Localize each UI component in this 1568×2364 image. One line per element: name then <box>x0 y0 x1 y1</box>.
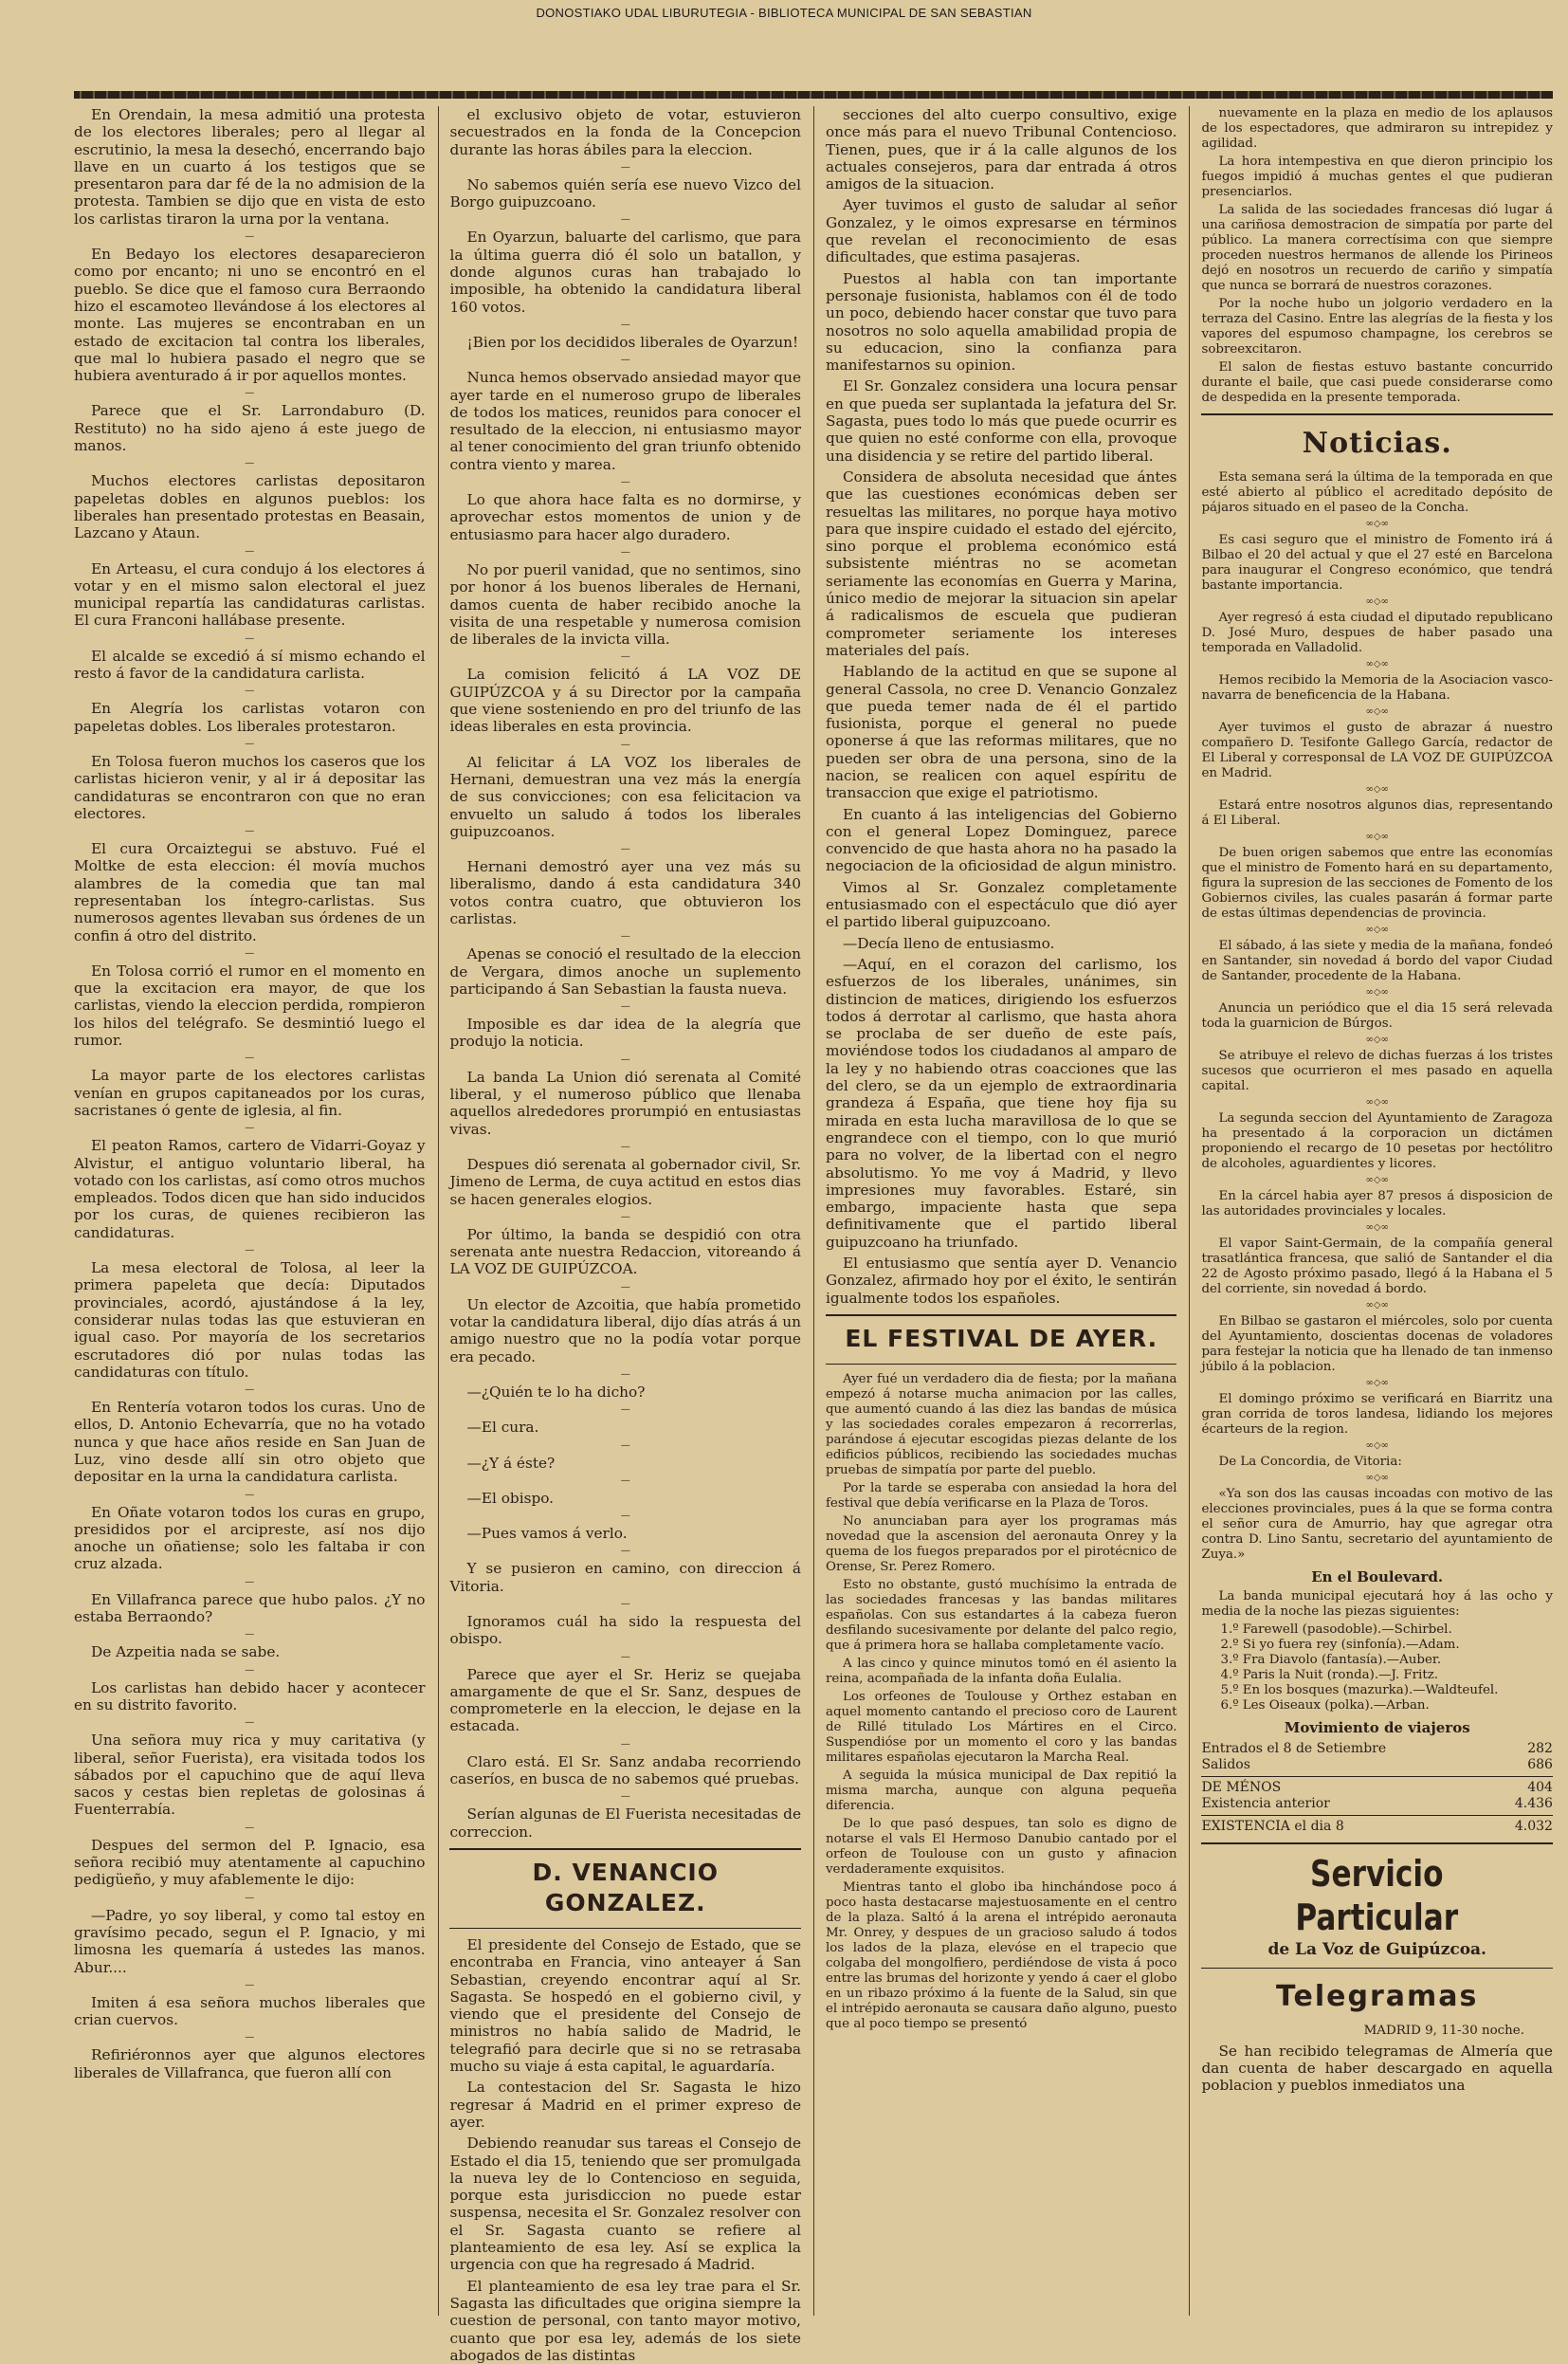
item-separator: — <box>620 1599 630 1609</box>
item-separator: — <box>245 1892 255 1903</box>
item-separator: ∞◇∞ <box>1365 1222 1389 1233</box>
paragraph: Hablando de la actitud en que se supone al general Cassola, no cree D. Venancio Gonzalez que pueda temer nada de él el partido fusionista, porque el general no puede oponerse á que las reformas militares, que no pueden ser obra de una persona, sino de la nacion, se realicen con aquel espíritu de transaccion que exige el patriotismo. <box>825 663 1177 802</box>
paragraph: En Villafranca parece que hubo palos. ¿Y no estaba Berraondo? <box>74 1590 426 1626</box>
item-separator: — <box>245 388 255 399</box>
viajeros-row <box>1201 1815 1553 1835</box>
paragraph: Ayer tuvimos el gusto de saludar al señor Gonzalez, y le oimos expresarse en términos que revelan el reconocimiento de esas dificultades, que estima pasajeras. <box>825 196 1177 266</box>
boulevard-program <box>1220 1622 1553 1713</box>
item-separator: — <box>620 844 630 855</box>
paragraph: secciones del alto cuerpo consultivo, exige once más para el nuevo Tribunal Contencioso. Tienen, pues, que ir á la calle algunos de los actuales consejeros, para dar entrada á otros amigos de la situacion. <box>825 106 1177 193</box>
paragraph: Parece que ayer el Sr. Heriz se quejaba amargamente de que el Sr. Sanz, despues de comprometerle en la eleccion, le dejase en la estacada. <box>449 1665 801 1735</box>
paragraph: ¡Bien por los decididos liberales de Oyarzun! <box>466 333 799 351</box>
heading-festival: EL FESTIVAL DE AYER. <box>845 1324 1158 1352</box>
paragraph: El Sr. Gonzalez considera una locura pensar en que pueda ser suplantada la jefatura del Sr. Sagasta, pues todo lo más que puede ocurrir es que quien no esté conforme con ella, provoque una disidencia y se retire del partido liberal. <box>825 377 1177 465</box>
paragraph: Esto no obstante, gustó muchísimo la entrada de las sociedades francesas y las bandas militares españolas. Con sus estandartes á la cabeza fueron desfilando sucesivamente por delante del palco regio, que á primera hora se hallaba completamente vacío. <box>825 1577 1177 1653</box>
paragraph: El cura Orcaiztegui se abstuvo. Fué el Moltke de esta eleccion: él movía muchos alambres de la comedia que tan mal representaban los íntegro-carlistas. Sus numerosos agentes llevaban sus órdenes de un confin á otro del distrito. <box>74 840 426 944</box>
heading-servicio-particular: Servicio Particular <box>1295 1852 1459 1938</box>
paragraph: nuevamente en la plaza en medio de los aplausos de los espectadores, que admiraron su intrepidez y agilidad. <box>1201 106 1553 151</box>
paragraph: La mesa electoral de Tolosa, al leer la primera papeleta que decía: Diputados provinciales, acordó, ajustándose á la ley, considerar nulas todas las que estuvieran en igual caso. Por mayoría de los secretarios escrutadores dió por nulas todas las candidaturas con título. <box>74 1259 426 1381</box>
paragraph: El vapor Saint-Germain, de la compañía general trasatlántica francesa, que salió de Santander el dia 22 de Agosto próximo pasado, llegó á la Habana el 5 del corriente, sin novedad á bordo. <box>1201 1237 1553 1296</box>
paragraph: No por pueril vanidad, que no sentimos, sino por honor á los buenos liberales de Hernani, damos cuenta de haber recibido anoche la visita de una respetable y numerosa comision de liberales de la invicta villa. <box>449 560 801 649</box>
paragraph: —Padre, yo soy liberal, y como tal estoy en gravísimo pecado, segun el P. Ignacio, y mi limosna les quemaría á ustedes las manos. Abur.... <box>74 1906 426 1976</box>
section-rule <box>449 1848 801 1850</box>
paragraph: Mientras tanto el globo iba hinchándose poco á poco hasta destacarse majestuosamente en el centro de la plaza. Saltó á la arena el intrépido aeronauta Mr. Onrey, y despues de un gracioso saludo á todos los lados de la plaza, elevóse en el trapecio que colgaba del mongolfiero, perdiéndose de vista á poco entre las brumas del horizonte y yendo á caer el globo en un ribazo próximo á la fuente de la Salud, sin que el intrépido aeronauta se causara daño alguno, puesto que al poco tiempo se presentó <box>825 1879 1177 2031</box>
viajeros-label: Existencia anterior <box>1201 1795 1330 1811</box>
item-separator: ∞◇∞ <box>1365 706 1389 717</box>
paragraph: En Oñate votaron todos los curas en grupo, presididos por el arcipreste, así nos dijo anoche un oñatiense; solo les faltaba ir con cruz alzada. <box>74 1503 426 1573</box>
item-separator: — <box>620 355 630 366</box>
item-separator: — <box>620 1651 630 1662</box>
item-separator: ∞◇∞ <box>1365 1473 1389 1483</box>
paragraph: La comision felicitó á LA VOZ DE GUIPÚZCOA y á su Director por la campaña que viene sosteniendo en pro del triunfo de las ideas liberales en esta provincia. <box>449 666 801 736</box>
paragraph: En Tolosa fueron muchos los caseros que los carlistas hicieron venir, y al ir á depositar las candidaturas se encontraron con que no eran electores. <box>74 752 426 822</box>
item-separator: — <box>245 1979 255 1990</box>
item-separator: — <box>245 632 255 644</box>
paragraph: Una señora muy rica y muy caritativa (y liberal, señor Fuerista), era visitada todos los sábados por el capuchino que de aquí lleva sacos y cestas bien repletas de golosinas á Fuenterrabía. <box>74 1732 426 1819</box>
viajeros-label: DE MÉNOS <box>1201 1779 1282 1795</box>
paragraph: Se atribuye el relevo de dichas fuerzas á los tristes sucesos que ocurrieron el mes pasado en aquella capital. <box>1201 1049 1553 1093</box>
telegram-dateline: MADRID 9, 11-30 noche. <box>1363 2023 1524 2038</box>
paragraph: Un elector de Azcoitia, que había prometido votar la candidatura liberal, dijo días atrás á un amigo nuestro que no la podía votar porque era pecado. <box>449 1295 801 1365</box>
item-separator: — <box>620 1211 630 1222</box>
item-separator: — <box>620 739 630 750</box>
paragraph: El peaton Ramos, cartero de Vidarri-Goyaz y Alvistur, el antiguo voluntario liberal, ha votado con los carlistas, así como otros muchos empleados. Todos dicen que han sido inducidos por los curas, de quienes recibieron las candidaturas. <box>74 1137 426 1241</box>
item-separator: ∞◇∞ <box>1365 1175 1389 1185</box>
paragraph: Ayer regresó á esta ciudad el diputado republicano D. José Muro, despues de haber pasado una temporada en Valladolid. <box>1201 611 1553 655</box>
paragraph: El alcalde se excedió á sí mismo echando el resto á favor de la candidatura carlista. <box>74 647 426 683</box>
paragraph: El sábado, á las siete y media de la mañana, fondeó en Santander, sin novedad á bordo del vapor Ciudad de Santander, procedente de la Habana. <box>1201 939 1553 983</box>
item-separator: — <box>245 947 255 959</box>
paragraph: Imposible es dar idea de la alegría que produjo la noticia. <box>449 1016 801 1051</box>
item-separator: — <box>245 1245 255 1256</box>
item-separator: — <box>245 231 255 243</box>
item-separator: — <box>620 319 630 330</box>
item-separator: — <box>620 1141 630 1152</box>
item-separator: — <box>620 1054 630 1065</box>
paragraph: Los carlistas han debido hacer y acontecer en su distrito favorito. <box>74 1678 426 1713</box>
item-separator: — <box>620 931 630 943</box>
article-venancio-continued <box>826 106 1177 1307</box>
telegram-text: Se han recibido telegramas de Almería que dan cuenta de haber descargado en aquella poblacion y pueblos inmediatos una <box>1201 2042 1553 2095</box>
paragraph: Ayer fué un verdadero dia de fiesta; por la mañana empezó á notarse mucha animacion por las calles, que aumentó cuando á las diez las bandas de música y las sociedades corales empezaron á recorrerlas, parándose á ejecutar escogidas piezas delante de los edificios públicos, recibiendo las sociedades muchas pruebas de simpatía por parte del pueblo. <box>825 1371 1177 1477</box>
paragraph: el exclusivo objeto de votar, estuvieron secuestrados en la fonda de la Concepcion durante las horas ábiles para la eleccion. <box>449 106 801 158</box>
paragraph: —Decía lleno de entusiasmo. <box>842 934 1055 952</box>
column-2 <box>449 106 801 2364</box>
paragraph: De La Concordia, de Vitoria: <box>1218 1455 1402 1469</box>
paragraph: Nunca hemos observado ansiedad mayor que ayer tarde en el numeroso grupo de liberales de todos los matices, reunidos para conocer el resultado de la eleccion, ni entusiasmo mayor al tener conocimiento del gran triunfo obtenido contra viento y marea. <box>449 369 801 473</box>
top-ornamental-rule <box>74 91 1553 99</box>
paragraph: —Aquí, en el corazon del carlismo, los esfuerzos de los liberales, unánimes, sin distincion de matices, dirigiendo los esfuerzos todos á derrotar al carlismo, que hasta ahora se proclaba de ser dueño de este país, moviéndose todos los ciudadanos al amparo de la ley y no habiendo otras coacciones que las del clero, se da un ejemplo de extraordinaria grandeza á España, que tiene hoy fija su mirada en esta lucha maravillosa de lo que se engrandece con el tiempo, con lo que murió para no volver, de la libertad con el negro absolutismo. Yo me voy á Madrid, y llevo impresiones muy favorables. Estaré, sin embargo, impaciente hasta que sepa definitivamente que el partido liberal guipuzcoano ha triunfado. <box>825 955 1177 1251</box>
paragraph: Lo que ahora hace falta es no dormirse, y aprovechar estos momentos de union y de entusiasmo para hacer algo duradero. <box>449 491 801 543</box>
paragraph: Y se pusieron en camino, con direccion á Vitoria. <box>449 1560 801 1595</box>
paragraph: —El cura. <box>466 1419 539 1437</box>
paragraph: El domingo próximo se verificará en Biarritz una gran corrida de toros landesa, lidiando los mejores écarteurs de la region. <box>1201 1392 1553 1437</box>
paragraph: Debiendo reanudar sus tareas el Consejo de Estado el dia 15, teniendo que ser promulgada la nueva ley de lo Contencioso en seguida, porque esta jurisdiccion no puede estar suspensa, necesita el Sr. Gonzalez resolver con el Sr. Sagasta cuanto se refiere al planteamiento de esa ley. Así se explica la urgencia con que ha regresado á Madrid. <box>449 2135 801 2274</box>
column-2-notes <box>449 106 801 1841</box>
article-festival <box>826 1372 1177 2032</box>
viajeros-table <box>1201 1741 1553 1835</box>
item-separator: — <box>620 1546 630 1557</box>
paragraph: En la cárcel habia ayer 87 presos á disposicion de las autoridades provinciales y locales. <box>1201 1189 1553 1219</box>
item-separator: — <box>245 1489 255 1500</box>
item-separator: ∞◇∞ <box>1365 1300 1389 1310</box>
viajeros-value: 282 <box>1527 1740 1553 1756</box>
item-separator: — <box>245 1664 255 1676</box>
item-separator: ∞◇∞ <box>1365 832 1389 842</box>
paragraph: La segunda seccion del Ayuntamiento de Zaragoza ha presentado á la corporacion un dictámen proponiendo el recargo de 10 pesetas por hectólitro de alcoholes, aguardientes y licores. <box>1201 1111 1553 1171</box>
boulevard-intro: La banda municipal ejecutará hoy á las ocho y media de la noche las piezas siguientes: <box>1201 1589 1553 1620</box>
section-rule <box>449 1928 801 1929</box>
source-header: DONOSTIAKO UDAL LIBURUTEGIA - BIBLIOTECA MUNICIPAL DE SAN SEBASTIAN <box>536 6 1032 20</box>
article-festival-continued <box>1201 106 1553 406</box>
paragraph: La contestacion del Sr. Sagasta le hizo regresar á Madrid en el primer expreso de ayer. <box>449 2079 801 2131</box>
program-item: 2.º Si yo fuera rey (sinfonía).—Adam. <box>1220 1638 1460 1653</box>
item-separator: — <box>245 1576 255 1587</box>
program-item: 4.º Paris la Nuit (ronda).—J. Fritz. <box>1220 1668 1439 1683</box>
paragraph: —El obispo. <box>466 1489 555 1507</box>
item-separator: — <box>245 826 255 837</box>
item-separator: — <box>245 458 255 469</box>
newspaper-page <box>74 106 1553 2364</box>
item-separator: — <box>620 1368 630 1380</box>
paragraph: En Oyarzun, baluarte del carlismo, que para la última guerra dió él solo un batallon, y donde algunos curas han trabajado lo imposible, ha obtenido la candidatura liberal 160 votos. <box>449 229 801 316</box>
paragraph: «Ya son dos las causas incoadas con motivo de las elecciones provinciales, pues á la que se forma contra el señor cura de Amurrio, hay que agregar otra contra D. Lino Santu, secretario del ayuntamiento de Zuya.» <box>1201 1487 1553 1562</box>
paragraph: La banda La Union dió serenata al Comité liberal, y el numeroso público que llenaba aquellos alrededores prorumpió en entusiastas vivas. <box>449 1068 801 1138</box>
paragraph: De lo que pasó despues, tan solo es digno de notarse el vals El Hermoso Danubio cantado por el orfeon de Toulouse con un gusto y afinacion verdaderamente exquisitos. <box>825 1816 1177 1877</box>
item-separator: ∞◇∞ <box>1365 1035 1389 1045</box>
paragraph: Estará entre nosotros algunos dias, representando á El Liberal. <box>1201 798 1553 828</box>
viajeros-label: EXISTENCIA el dia 8 <box>1201 1818 1344 1834</box>
item-separator: ∞◇∞ <box>1365 987 1389 998</box>
item-separator: — <box>620 477 630 488</box>
paragraph: —¿Y á éste? <box>466 1454 556 1472</box>
section-rule <box>1201 1842 1553 1844</box>
paragraph: Al felicitar á LA VOZ los liberales de Hernani, demuestran una vez más la energía de sus convicciones; con esa felicitacion va envuelto un saludo á todos los liberales guipuzcoanos. <box>449 753 801 840</box>
item-separator: — <box>245 545 255 557</box>
paragraph: Imiten á esa señora muchos liberales que crian cuervos. <box>74 1993 426 2029</box>
paragraph: En cuanto á las inteligencias del Gobierno con el general Lopez Dominguez, parece convencido de que hasta ahora no ha pasado la negociacion de la oficiosidad de algun ministro. <box>825 805 1177 875</box>
paragraph: La salida de las sociedades francesas dió lugar á una cariñosa demostracion de simpatía por parte del público. La manera correctísima con que siempre proceden nuestros hermanos de allende los Pirineos dejó en nosotros un recuerdo de cariño y simpatía que nunca se borrará de nuestros corazones. <box>1201 203 1553 293</box>
paragraph: No anunciaban para ayer los programas más novedad que la ascension del aeronauta Onrey y la quema de los fuegos preparados por el pirotécnico de Orense, Sr. Perez Romero. <box>825 1513 1177 1574</box>
paragraph: En Bedayo los electores desaparecieron como por encanto; ni uno se encontró en el pueblo. Se dice que el famoso cura Berraondo hizo el escamoteo llevándose á los electores al monte. Las mujeres se encontraban en un estado de excitacion tal contra los liberales, que mal lo hubiera pasado el negro que se hubiera aventurado á ir por aquellos montes. <box>74 246 426 385</box>
paragraph: Vimos al Sr. Gonzalez completamente entusiasmado con el espectáculo que dió ayer el partido liberal guipuzcoano. <box>825 878 1177 931</box>
article-venancio-gonzalez <box>449 1936 801 2364</box>
column-3 <box>826 106 1177 2316</box>
paragraph: Por la noche hubo un jolgorio verdadero en la terraza del Casino. Entre las alegrías de la fiesta y los vapores del espumoso champagne, los cerebros se sobreexcitaron. <box>1201 297 1553 357</box>
paragraph: Hemos recibido la Memoria de la Asociacion vasco-navarra de beneficencia de la Habana. <box>1201 673 1553 703</box>
item-separator: — <box>245 1717 255 1729</box>
paragraph: Por la tarde se esperaba con ansiedad la hora del festival que debía verificarse en la Plaza de Toros. <box>825 1480 1177 1511</box>
paragraph: En Alegría los carlistas votaron con papeletas dobles. Los liberales protestaron. <box>74 700 426 735</box>
column-divider <box>1189 106 1190 2316</box>
noticias-list <box>1201 470 1553 1563</box>
paragraph: El planteamiento de esa ley trae para el Sr. Sagasta las dificultades que origina siempre la cuestion de personal, con tanto mayor motivo, cuanto que por esa ley, además de los siete abogados de las distintas <box>449 2277 801 2364</box>
item-separator: — <box>620 1738 630 1750</box>
item-separator: — <box>245 1123 255 1134</box>
item-separator: — <box>620 1404 630 1416</box>
program-item: 1.º Farewell (pasodoble).—Schirbel. <box>1220 1622 1452 1638</box>
paragraph: Serían algunas de El Fuerista necesitadas de correccion. <box>449 1805 801 1841</box>
item-separator: — <box>245 1629 255 1640</box>
viajeros-label: Salidos <box>1201 1756 1250 1772</box>
viajeros-row <box>1201 1741 1553 1757</box>
heading-viajeros: Movimiento de viajeros <box>1284 1719 1470 1737</box>
item-separator: — <box>620 161 630 173</box>
paragraph: Parece que el Sr. Larrondaburo (D. Restituto) no ha sido ajeno á este juego de manos. <box>74 402 426 455</box>
paragraph: Refiriéronnos ayer que algunos electores liberales de Villafranca, que fueron allí con <box>74 2046 426 2081</box>
paragraph: De buen origen sabemos que entre las economías que el ministro de Fomento hará en su departamento, figura la supresion de las secciones de Fomento de los Gobiernos civiles, las cuales pasarán á formar parte de estas últimas dependencias de provincia. <box>1201 846 1553 921</box>
paragraph: Ayer tuvimos el gusto de abrazar á nuestro compañero D. Tesifonte Gallego García, redactor de El Liberal y corresponsal de LA VOZ DE GUIPÚZCOA en Madrid. <box>1201 721 1553 780</box>
paragraph: Puestos al habla con tan importante personaje fusionista, hablamos con él de todo un poco, debiendo hacer constar que tuvo para nosotros no solo aquella amabilidad propia de su educacion, sino la confianza para manifestarnos su opinion. <box>825 269 1177 375</box>
paragraph: Claro está. El Sr. Sanz andaba recorriendo caseríos, en busca de no sabemos qué pruebas. <box>449 1752 801 1788</box>
item-separator: ∞◇∞ <box>1365 519 1389 529</box>
program-item: 5.º En los bosques (mazurka).—Waldteufel. <box>1220 1683 1499 1698</box>
paragraph: La mayor parte de los electores carlistas venían en grupos capitaneados por los curas, sacristanes ó gente de iglesia, al fin. <box>74 1067 426 1119</box>
paragraph: El presidente del Consejo de Estado, que se encontraba en Francia, vino anteayer á San Sebastian, creyendo encontrar aquí al Sr. Sagasta. Se hospedó en el gobierno civil, y viendo que el presidente del Consejo de ministros no había salido de Madrid, le telegrafió para decirle que si no se retrasaba mucho su viaje á esta capital, le aguardaría. <box>449 1935 801 2076</box>
column-divider <box>813 106 814 2316</box>
paragraph: Despues del sermon del P. Ignacio, esa señora recibió muy atentamente al capuchino pedigüeño, y muy afablemente le dijo: <box>74 1836 426 1889</box>
item-separator: — <box>620 1791 630 1803</box>
item-separator: — <box>620 1001 630 1013</box>
paragraph: No sabemos quién sería ese nuevo Vizco del Borgo guipuzcoano. <box>449 175 801 211</box>
paragraph: En Rentería votaron todos los curas. Uno de ellos, D. Antonio Echevarría, que no ha votado nunca y que hace años reside en San Juan de Luz, vino desde allí sin otro objeto que depositar en la urna la candidatura carlista. <box>74 1399 426 1486</box>
paragraph: Muchos electores carlistas depositaron papeletas dobles en algunos pueblos: los liberales han presentado protestas en Beasain, Lazcano y Ataun. <box>74 472 426 542</box>
viajeros-row <box>1201 1776 1553 1796</box>
section-rule <box>826 1364 1177 1365</box>
item-separator: ∞◇∞ <box>1365 1097 1389 1108</box>
paragraph: Es casi seguro que el ministro de Fomento irá á Bilbao el 20 del actual y que el 27 esté en Barcelona para inaugurar el Congreso económico, que tendrá bastante importancia. <box>1201 533 1553 593</box>
item-separator: — <box>245 686 255 697</box>
servicio-subtitle: de La Voz de Guipúzcoa. <box>1267 1939 1486 1959</box>
column-4 <box>1201 106 1553 2316</box>
paragraph: Apenas se conoció el resultado de la eleccion de Vergara, dimos anoche un suplemento participando á San Sebastian la fausta nueva. <box>449 945 801 998</box>
item-separator: — <box>620 546 630 558</box>
paragraph: El entusiasmo que sentía ayer D. Venancio Gonzalez, afirmado hoy por el éxito, le sentirán igualmente todos los españoles. <box>825 1255 1177 1307</box>
program-item: 6.º Les Oiseaux (polka).—Arban. <box>1220 1698 1430 1713</box>
viajeros-row <box>1201 1757 1553 1773</box>
paragraph: Considera de absoluta necesidad que ántes que las cuestiones económicas deben ser resueltas las militares, no porque haya motivo para que inspire cuidado el estado del ejército, sino porque el problema económico está subsistente miéntras no se acometan seriamente las economías en Guerra y Marina, único medio de mejorar la situacion sin apelar á radicalismos de escuela que pudieran comprometer seriamente los intereses materiales del país. <box>825 467 1177 659</box>
item-separator: ∞◇∞ <box>1365 784 1389 795</box>
item-separator: — <box>245 1822 255 1833</box>
item-separator: — <box>245 2032 255 2043</box>
item-separator: — <box>620 214 630 226</box>
viajeros-label: Entrados el 8 de Setiembre <box>1201 1740 1387 1756</box>
viajeros-value: 686 <box>1527 1756 1553 1772</box>
viajeros-value: 4.436 <box>1514 1795 1553 1811</box>
paragraph: A seguida la música municipal de Dax repitió la misma marcha, aunque con alguna pequeña diferencia. <box>825 1768 1177 1813</box>
paragraph: Esta semana será la última de la temporada en que esté abierto al público el acreditado depósito de pájaros situado en el paseo de la Concha. <box>1201 470 1553 515</box>
paragraph: Anuncia un periódico que el dia 15 será relevada toda la guarnicion de Búrgos. <box>1201 1001 1553 1031</box>
item-separator: — <box>620 651 630 663</box>
item-separator: — <box>620 1439 630 1451</box>
item-separator: ∞◇∞ <box>1365 1378 1389 1388</box>
heading-telegramas: Telegramas <box>1276 1979 1479 2013</box>
column-1 <box>74 106 426 2316</box>
paragraph: Despues dió serenata al gobernador civil, Sr. Jimeno de Lerma, de cuya actitud en estos dias se hacen generales elogios. <box>449 1155 801 1208</box>
paragraph: En Orendain, la mesa admitió una protesta de los electores liberales; pero al llegar al escrutinio, la mesa la desechó, encerrando bajo llave en un cuarto á los testigos que se presentaron para dar fé de la no admision de la protesta. Tambien se dijo que en vista de esto los carlistas tiraron la urna por la ventana. <box>74 106 426 228</box>
paragraph: En Bilbao se gastaron el miércoles, solo por cuenta del Ayuntamiento, doscientas docenas de voladores para festejar la noticia que ha llenado de tan inmenso júbilo á la poblacion. <box>1201 1314 1553 1374</box>
paragraph: A las cinco y quince minutos tomó en él asiento la reina, acompañada de la infanta doña Eulalia. <box>825 1656 1177 1686</box>
viajeros-row <box>1201 1796 1553 1812</box>
item-separator: ∞◇∞ <box>1365 596 1389 607</box>
heading-venancio-gonzalez: D. VENANCIO GONZALEZ. <box>532 1858 719 1916</box>
program-item: 3.º Fra Diavolo (fantasía).—Auber. <box>1220 1653 1442 1668</box>
paragraph: De Azpeitia nada se sabe. <box>91 1643 281 1661</box>
item-separator: ∞◇∞ <box>1365 659 1389 669</box>
paragraph: —Pues vamos á verlo. <box>466 1525 628 1543</box>
paragraph: El salon de fiestas estuvo bastante concurrido durante el baile, que casi puede considerarse como de despedida en la presente temporada. <box>1201 360 1553 405</box>
paragraph: En Arteasu, el cura condujo á los electores á votar y en el mismo salon electoral el juez municipal repartía las candidaturas carlistas. El cura Franconi hallábase presente. <box>74 559 426 630</box>
item-separator: — <box>620 1281 630 1292</box>
viajeros-value: 404 <box>1527 1779 1553 1795</box>
viajeros-value: 4.032 <box>1514 1818 1553 1834</box>
section-rule <box>1201 413 1553 415</box>
column-divider <box>438 106 439 2316</box>
paragraph: Los orfeones de Toulouse y Orthez estaban en aquel momento cantando el precioso coro de Laurent de Rillé titulado Los Mártires en el Circo. Suspendióse por un momento el coro y las bandas militares españolas ejecutaron la Marcha Real. <box>825 1689 1177 1765</box>
paragraph: Hernani demostró ayer una vez más su liberalismo, dando á esta candidatura 340 votos contra cuatro, que obtuvieron los carlistas. <box>449 858 801 927</box>
paragraph: La hora intempestiva en que dieron principio los fuegos impidió á muchas gentes el que pudieran presenciarlos. <box>1201 155 1553 199</box>
item-separator: ∞◇∞ <box>1365 1440 1389 1451</box>
item-separator: ∞◇∞ <box>1365 925 1389 935</box>
item-separator: — <box>245 1053 255 1064</box>
paragraph: —¿Quién te lo ha dicho? <box>466 1383 646 1401</box>
heading-boulevard: En el Boulevard. <box>1311 1568 1444 1585</box>
item-separator: — <box>245 738 255 749</box>
item-separator: — <box>620 1511 630 1522</box>
paragraph: Ignoramos cuál ha sido la respuesta del obispo. <box>449 1613 801 1648</box>
paragraph: En Tolosa corrió el rumor en el momento en que la excitacion era mayor, de que los carlistas, viendo la eleccion perdida, rompieron los hilos del telégrafo. Se desmintió luego el rumor. <box>74 962 426 1050</box>
section-rule <box>826 1314 1177 1316</box>
paragraph: Por último, la banda se despidió con otra serenata ante nuestra Redaccion, vitoreando á LA VOZ DE GUIPÚZCOA. <box>449 1225 801 1278</box>
item-separator: — <box>245 1384 255 1396</box>
item-separator: — <box>620 1475 630 1486</box>
section-rule <box>1201 1968 1553 1969</box>
heading-noticias: Noticias. <box>1302 427 1452 460</box>
